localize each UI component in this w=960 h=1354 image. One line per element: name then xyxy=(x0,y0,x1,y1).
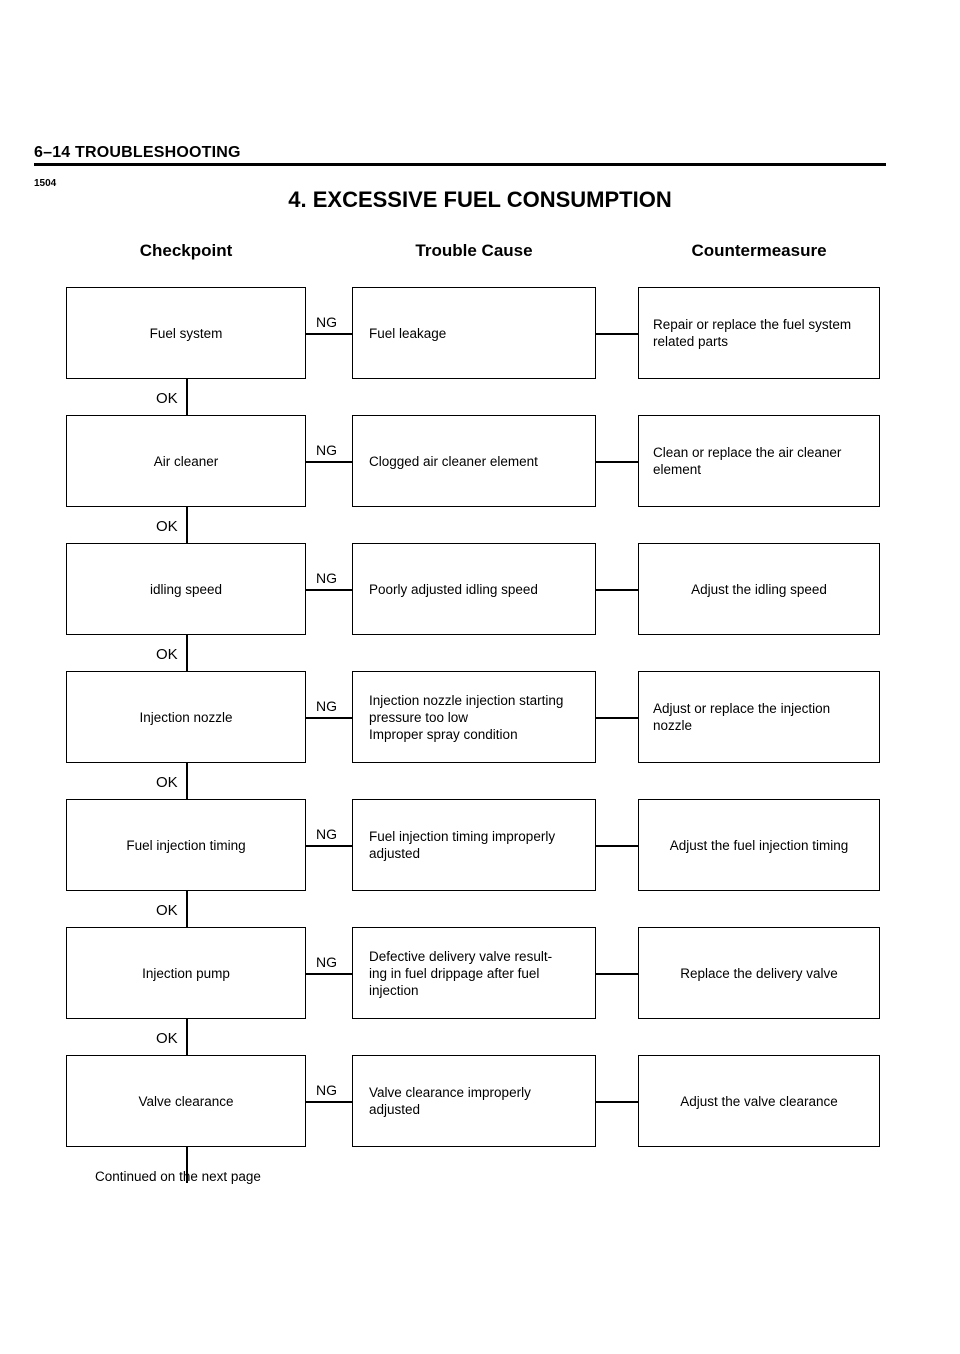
section-header: 6–14 TROUBLESHOOTING xyxy=(34,144,241,161)
ok-label: OK xyxy=(156,646,178,663)
countermeasure-box: Adjust or replace the injection nozzle xyxy=(638,671,880,763)
countermeasure-box: Adjust the idling speed xyxy=(638,543,880,635)
ng-connector xyxy=(306,461,352,463)
ok-label: OK xyxy=(156,390,178,407)
countermeasure-box: Adjust the fuel injection timing xyxy=(638,799,880,891)
countermeasure-box: Adjust the valve clearance xyxy=(638,1055,880,1147)
countermeasure-connector xyxy=(596,333,638,335)
ng-connector xyxy=(306,333,352,335)
page-title: 4. EXCESSIVE FUEL CONSUMPTION xyxy=(288,187,672,212)
trouble-cause-box: Fuel injection timing improperly adjusted xyxy=(352,799,596,891)
countermeasure-connector xyxy=(596,589,638,591)
ok-connector xyxy=(186,635,188,671)
countermeasure-box: Replace the delivery valve xyxy=(638,927,880,1019)
checkpoint-box: idling speed xyxy=(66,543,306,635)
countermeasure-connector xyxy=(596,717,638,719)
ng-label: NG xyxy=(316,954,337,970)
ng-label: NG xyxy=(316,826,337,842)
ok-connector xyxy=(186,1019,188,1055)
ng-label: NG xyxy=(316,314,337,330)
ng-connector xyxy=(306,589,352,591)
ng-connector xyxy=(306,845,352,847)
countermeasure-box: Repair or replace the fuel system related parts xyxy=(638,287,880,379)
ok-label: OK xyxy=(156,1030,178,1047)
trouble-cause-box: Valve clearance improperly adjusted xyxy=(352,1055,596,1147)
column-header-countermeasure: Countermeasure xyxy=(691,241,827,260)
ng-label: NG xyxy=(316,442,337,458)
checkpoint-box: Injection pump xyxy=(66,927,306,1019)
column-header-cause: Trouble Cause xyxy=(415,241,533,260)
countermeasure-box: Clean or replace the air cleaner element xyxy=(638,415,880,507)
ng-connector xyxy=(306,1101,352,1103)
checkpoint-box: Valve clearance xyxy=(66,1055,306,1147)
countermeasure-connector xyxy=(596,461,638,463)
countermeasure-connector xyxy=(596,845,638,847)
ng-label: NG xyxy=(316,570,337,586)
trouble-cause-box: Poorly adjusted idling speed xyxy=(352,543,596,635)
ok-connector xyxy=(186,379,188,415)
ok-connector xyxy=(186,891,188,927)
column-header-checkpoint: Checkpoint xyxy=(139,241,233,260)
ng-label: NG xyxy=(316,698,337,714)
header-rule xyxy=(34,163,886,166)
ng-label: NG xyxy=(316,1082,337,1098)
ok-label: OK xyxy=(156,902,178,919)
ng-connector xyxy=(306,973,352,975)
trouble-cause-box: Clogged air cleaner element xyxy=(352,415,596,507)
countermeasure-connector xyxy=(596,973,638,975)
checkpoint-box: Air cleaner xyxy=(66,415,306,507)
checkpoint-box: Fuel injection timing xyxy=(66,799,306,891)
ok-connector xyxy=(186,763,188,799)
continued-note: Continued on the next page xyxy=(95,1169,261,1184)
ok-connector xyxy=(186,507,188,543)
checkpoint-box: Injection nozzle xyxy=(66,671,306,763)
page-code: 1504 xyxy=(34,178,57,189)
trouble-cause-box: Fuel leakage xyxy=(352,287,596,379)
ok-label: OK xyxy=(156,518,178,535)
ng-connector xyxy=(306,717,352,719)
ok-label: OK xyxy=(156,774,178,791)
trouble-cause-box: Defective delivery valve result- ing in fuel drippage after fuel injection xyxy=(352,927,596,1019)
countermeasure-connector xyxy=(596,1101,638,1103)
trouble-cause-box: Injection nozzle injection starting pressure too low Improper spray condition xyxy=(352,671,596,763)
checkpoint-box: Fuel system xyxy=(66,287,306,379)
